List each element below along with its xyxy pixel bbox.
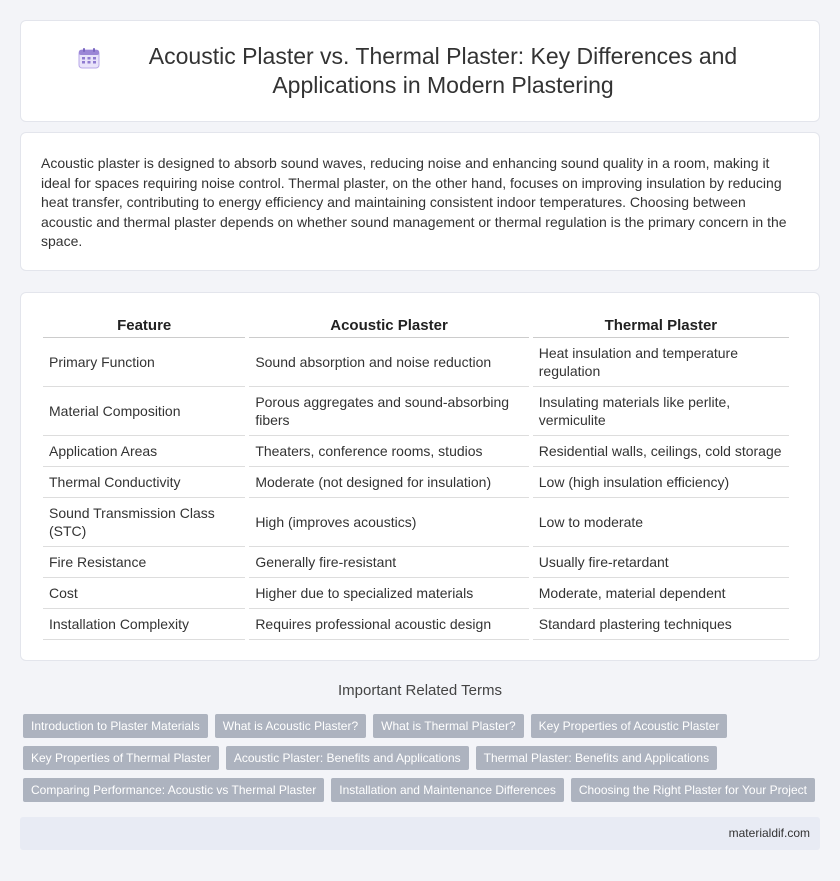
table-cell: Low (high insulation efficiency) — [533, 467, 789, 498]
related-term-tag[interactable]: Acoustic Plaster: Benefits and Applications — [226, 746, 469, 770]
footer — [20, 817, 820, 850]
table-row — [43, 578, 789, 609]
table-cell: Installation Complexity — [43, 609, 245, 640]
column-header: Thermal Plaster — [533, 313, 789, 338]
page-title: Acoustic Plaster vs. Thermal Plaster: Key Differences and Applications in Modern Plastering — [148, 43, 738, 98]
table-row — [43, 547, 789, 578]
table-row — [43, 609, 789, 640]
tag-row — [23, 778, 823, 802]
table-cell: Moderate (not designed for insulation) — [249, 467, 528, 498]
table-cell: Moderate, material dependent — [533, 578, 789, 609]
table-cell: Material Composition — [43, 387, 245, 436]
related-term-tag[interactable]: What is Thermal Plaster? — [373, 714, 524, 738]
column-header: Acoustic Plaster — [249, 313, 528, 338]
related-term-tag[interactable]: Thermal Plaster: Benefits and Applications — [476, 746, 717, 770]
tag-row — [23, 714, 823, 738]
table-cell: Sound Transmission Class (STC) — [43, 498, 245, 547]
table-cell: Insulating materials like perlite, vermiculite — [533, 387, 789, 436]
column-header: Feature — [43, 313, 245, 338]
table-header-row — [43, 313, 789, 338]
tag-row — [23, 746, 823, 770]
table-cell: Fire Resistance — [43, 547, 245, 578]
table-row — [43, 436, 789, 467]
calendar-grid-icon — [77, 46, 101, 70]
related-term-tag[interactable]: Key Properties of Thermal Plaster — [23, 746, 219, 770]
related-term-tag[interactable]: What is Acoustic Plaster? — [215, 714, 366, 738]
table-cell: Residential walls, ceilings, cold storage — [533, 436, 789, 467]
table-row — [43, 467, 789, 498]
table-cell: Requires professional acoustic design — [249, 609, 528, 640]
table-cell: Cost — [43, 578, 245, 609]
table-cell: Primary Function — [43, 338, 245, 387]
related-terms-heading: Important Related Terms — [338, 682, 502, 699]
table-cell: Heat insulation and temperature regulation — [533, 338, 789, 387]
related-term-tag[interactable]: Choosing the Right Plaster for Your Project — [571, 778, 815, 802]
table-row — [43, 387, 789, 436]
comparison-table-card — [20, 292, 820, 661]
table-cell: Standard plastering techniques — [533, 609, 789, 640]
table-cell: Porous aggregates and sound-absorbing fibers — [249, 387, 528, 436]
header-card — [20, 20, 820, 122]
related-term-tag[interactable]: Key Properties of Acoustic Plaster — [531, 714, 728, 738]
related-terms-tags — [23, 714, 823, 810]
site-name[interactable]: materialdif.com — [728, 826, 810, 840]
table-row — [43, 338, 789, 387]
comparison-table — [39, 313, 793, 640]
table-cell: Thermal Conductivity — [43, 467, 245, 498]
table-row — [43, 498, 789, 547]
table-cell: Generally fire-resistant — [249, 547, 528, 578]
related-term-tag[interactable]: Introduction to Plaster Materials — [23, 714, 208, 738]
table-cell: Application Areas — [43, 436, 245, 467]
related-term-tag[interactable]: Comparing Performance: Acoustic vs Thermal Plaster — [23, 778, 324, 802]
related-term-tag[interactable]: Installation and Maintenance Differences — [331, 778, 564, 802]
table-cell: Low to moderate — [533, 498, 789, 547]
table-cell: Sound absorption and noise reduction — [249, 338, 528, 387]
table-cell: Theaters, conference rooms, studios — [249, 436, 528, 467]
table-cell: High (improves acoustics) — [249, 498, 528, 547]
table-cell: Higher due to specialized materials — [249, 578, 528, 609]
table-cell: Usually fire-retardant — [533, 547, 789, 578]
intro-paragraph: Acoustic plaster is designed to absorb sound waves, reducing noise and enhancing sound quality in a room, making it ideal for spaces requiring noise control. Thermal plaster, on the other hand, focuses on improving insulation by reducing heat transfer, contributing to energy efficiency and maintaining consistent indoor temperatures. Choosing between acoustic and thermal plaster depends on whether sound management or thermal regulation is the primary concern in the space. — [20, 132, 820, 271]
